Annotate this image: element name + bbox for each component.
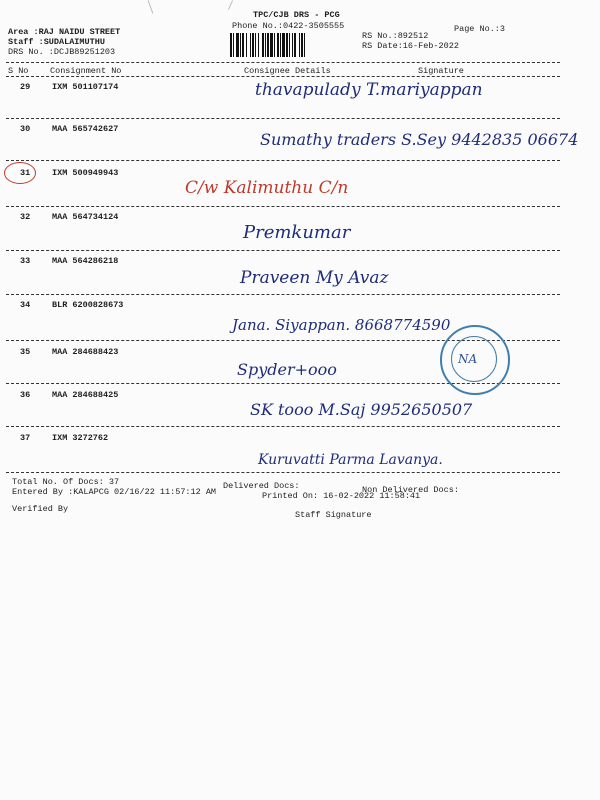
row-consignment-no: MAA 564286218 bbox=[52, 256, 119, 266]
handwritten-signature: Sumathy traders S.Sey 9442835 06674 bbox=[260, 130, 579, 149]
row-sno: 32 bbox=[20, 212, 31, 222]
row-sno: 34 bbox=[20, 300, 31, 310]
handwritten-signature: Spyder+ooo bbox=[237, 360, 337, 379]
handwritten-signature: thavapulady T.mariyappan bbox=[255, 80, 483, 100]
document-title: TPC/CJB DRS - PCG bbox=[253, 10, 340, 20]
row-consignment-no: IXM 3272762 bbox=[52, 433, 109, 443]
row-consignment-no: MAA 284688425 bbox=[52, 390, 119, 400]
row-consignment-no: IXM 500949943 bbox=[52, 168, 119, 178]
barcode bbox=[230, 33, 355, 57]
handwritten-signature: SK tooo M.Saj 9952650507 bbox=[250, 400, 473, 419]
row-consignment-no: MAA 284688423 bbox=[52, 347, 119, 357]
non-delivered-docs: Non Delivered Docs: bbox=[362, 485, 459, 495]
paper-fold-mark bbox=[148, 0, 154, 13]
page-number: Page No.:3 bbox=[454, 24, 506, 34]
row-sno: 35 bbox=[20, 347, 31, 357]
row-sno: 30 bbox=[20, 124, 31, 134]
footer-divider bbox=[6, 472, 560, 473]
column-header-divider bbox=[6, 76, 560, 77]
rs-date: RS Date:16-Feb-2022 bbox=[362, 41, 459, 51]
column-header-consignee: Consignee Details bbox=[244, 66, 331, 76]
row-consignment-no: MAA 565742627 bbox=[52, 124, 119, 134]
row-divider bbox=[6, 294, 560, 295]
entered-by: Entered By :KALAPCG 02/16/22 11:57:12 AM bbox=[12, 487, 217, 497]
handwritten-signature: Premkumar bbox=[243, 222, 351, 243]
printed-on: Printed On: 16-02-2022 11:58:41 bbox=[262, 491, 421, 501]
handwritten-signature: Kuruvatti Parma Lavanya. bbox=[258, 452, 443, 468]
delivered-docs: Delivered Docs: bbox=[223, 481, 300, 491]
barcode-bar bbox=[305, 33, 307, 57]
handwritten-signature: Praveen My Avaz bbox=[240, 268, 389, 288]
handwritten-signature: C/w Kalimuthu C/n bbox=[185, 178, 349, 198]
row-divider bbox=[6, 206, 560, 207]
staff-label: Staff :SUDALAIMUTHU bbox=[8, 37, 105, 47]
paper-fold-mark bbox=[228, 0, 233, 9]
column-header-signature: Signature bbox=[418, 66, 464, 76]
rs-number: RS No.:892512 bbox=[362, 31, 429, 41]
row-divider bbox=[6, 250, 560, 251]
staff-signature-label: Staff Signature bbox=[295, 510, 372, 520]
row-divider bbox=[6, 160, 560, 161]
handwritten-signature: Jana. Siyappan. 8668774590 bbox=[232, 316, 451, 334]
total-docs: Total No. Of Docs: 37 bbox=[12, 477, 120, 487]
stamp-text: NA bbox=[458, 352, 478, 366]
row-sno: 29 bbox=[20, 82, 31, 92]
row-sno: 31 bbox=[20, 168, 31, 178]
row-sno: 33 bbox=[20, 256, 31, 266]
header-divider bbox=[6, 62, 560, 63]
verified-by: Verified By bbox=[12, 504, 69, 514]
row-consignment-no: BLR 6200828673 bbox=[52, 300, 124, 310]
row-sno: 37 bbox=[20, 433, 31, 443]
column-header-consignment: Consignment No bbox=[50, 66, 122, 76]
rubber-stamp bbox=[440, 325, 510, 395]
row-divider bbox=[6, 118, 560, 119]
row-consignment-no: IXM 501107174 bbox=[52, 82, 119, 92]
column-header-sno: S No bbox=[8, 66, 29, 76]
area-label: Area :RAJ NAIDU STREET bbox=[8, 27, 121, 37]
phone-number: Phone No.:0422-3505555 bbox=[232, 21, 345, 31]
drs-number: DRS No. :DCJB89251203 bbox=[8, 47, 116, 57]
row-divider bbox=[6, 426, 560, 427]
row-consignment-no: MAA 564734124 bbox=[52, 212, 119, 222]
row-sno: 36 bbox=[20, 390, 31, 400]
